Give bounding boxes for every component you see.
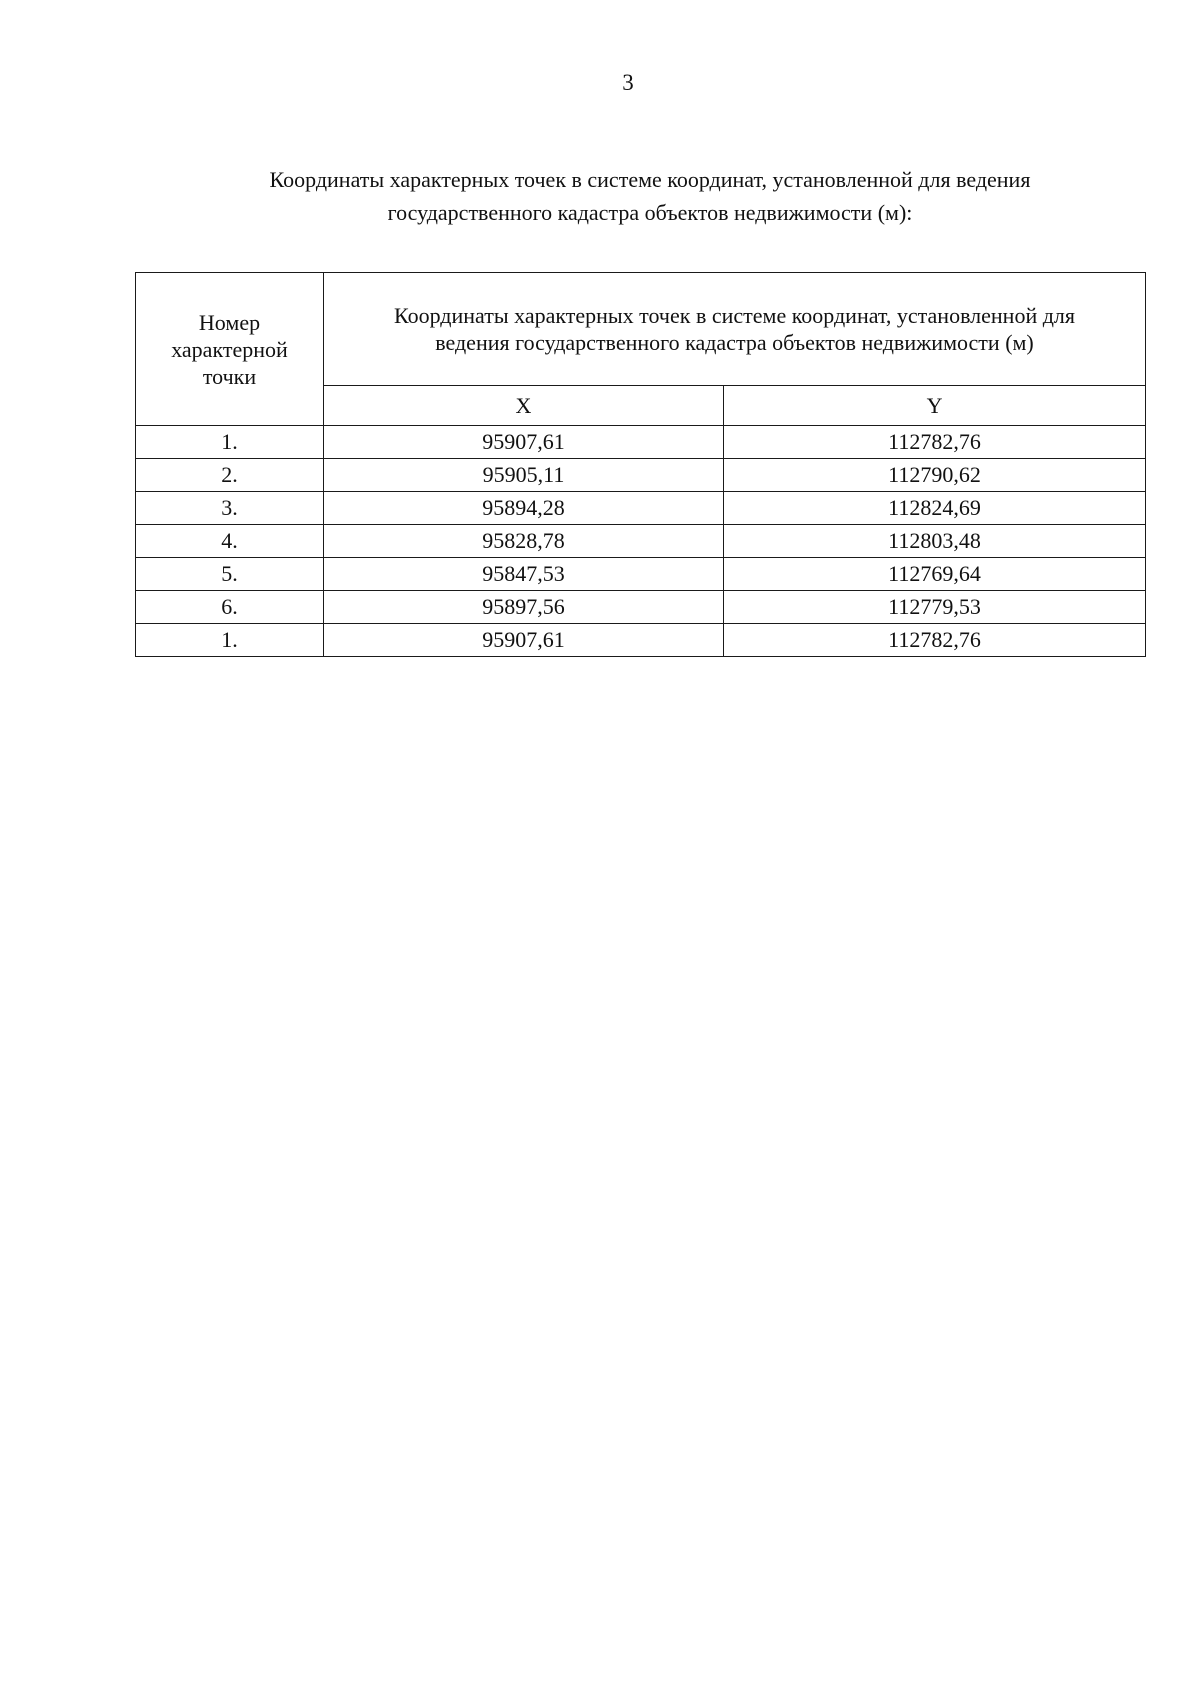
header-point-line-2: характерной [171, 336, 288, 362]
table-row [136, 591, 1146, 624]
heading-line-2: государственного кадастра объектов недвижимости (м): [387, 200, 913, 225]
cell-x: 95894,28 [324, 492, 724, 525]
cell-x: 95847,53 [324, 558, 724, 591]
cell-point: 5. [136, 558, 324, 591]
table-row [136, 459, 1146, 492]
page-number: 3 [622, 70, 634, 95]
table-row [136, 426, 1146, 459]
cell-point: 6. [136, 591, 324, 624]
header-point-line-1: Номер [198, 309, 261, 335]
table-row [136, 624, 1146, 657]
heading-line-1: Координаты характерных точек в системе координат, установленной для ведения [269, 167, 1031, 192]
coordinates-table [135, 272, 1146, 657]
header-coordinates [324, 273, 1146, 386]
header-y: Y [724, 386, 1146, 426]
cell-y: 112782,76 [724, 426, 1146, 459]
cell-point: 3. [136, 492, 324, 525]
cell-y: 112779,53 [724, 591, 1146, 624]
header-coords-line-2: ведения государственного кадастра объектов недвижимости (м) [435, 330, 1034, 355]
table-row [136, 558, 1146, 591]
cell-x: 95828,78 [324, 525, 724, 558]
cell-x: 95897,56 [324, 591, 724, 624]
document-heading [150, 163, 1150, 229]
cell-point: 2. [136, 459, 324, 492]
cell-x: 95905,11 [324, 459, 724, 492]
cell-y: 112769,64 [724, 558, 1146, 591]
cell-x: 95907,61 [324, 624, 724, 657]
cell-point: 4. [136, 525, 324, 558]
table-row [136, 492, 1146, 525]
header-point-line-3: точки [202, 363, 257, 389]
cell-point: 1. [136, 426, 324, 459]
header-coords-line-1: Координаты характерных точек в системе координат, установленной для [393, 303, 1076, 328]
cell-y: 112782,76 [724, 624, 1146, 657]
cell-y: 112790,62 [724, 459, 1146, 492]
table-row [136, 525, 1146, 558]
cell-y: 112803,48 [724, 525, 1146, 558]
cell-point: 1. [136, 624, 324, 657]
cell-y: 112824,69 [724, 492, 1146, 525]
header-x: X [324, 386, 724, 426]
cell-x: 95907,61 [324, 426, 724, 459]
header-point-number [136, 273, 324, 426]
